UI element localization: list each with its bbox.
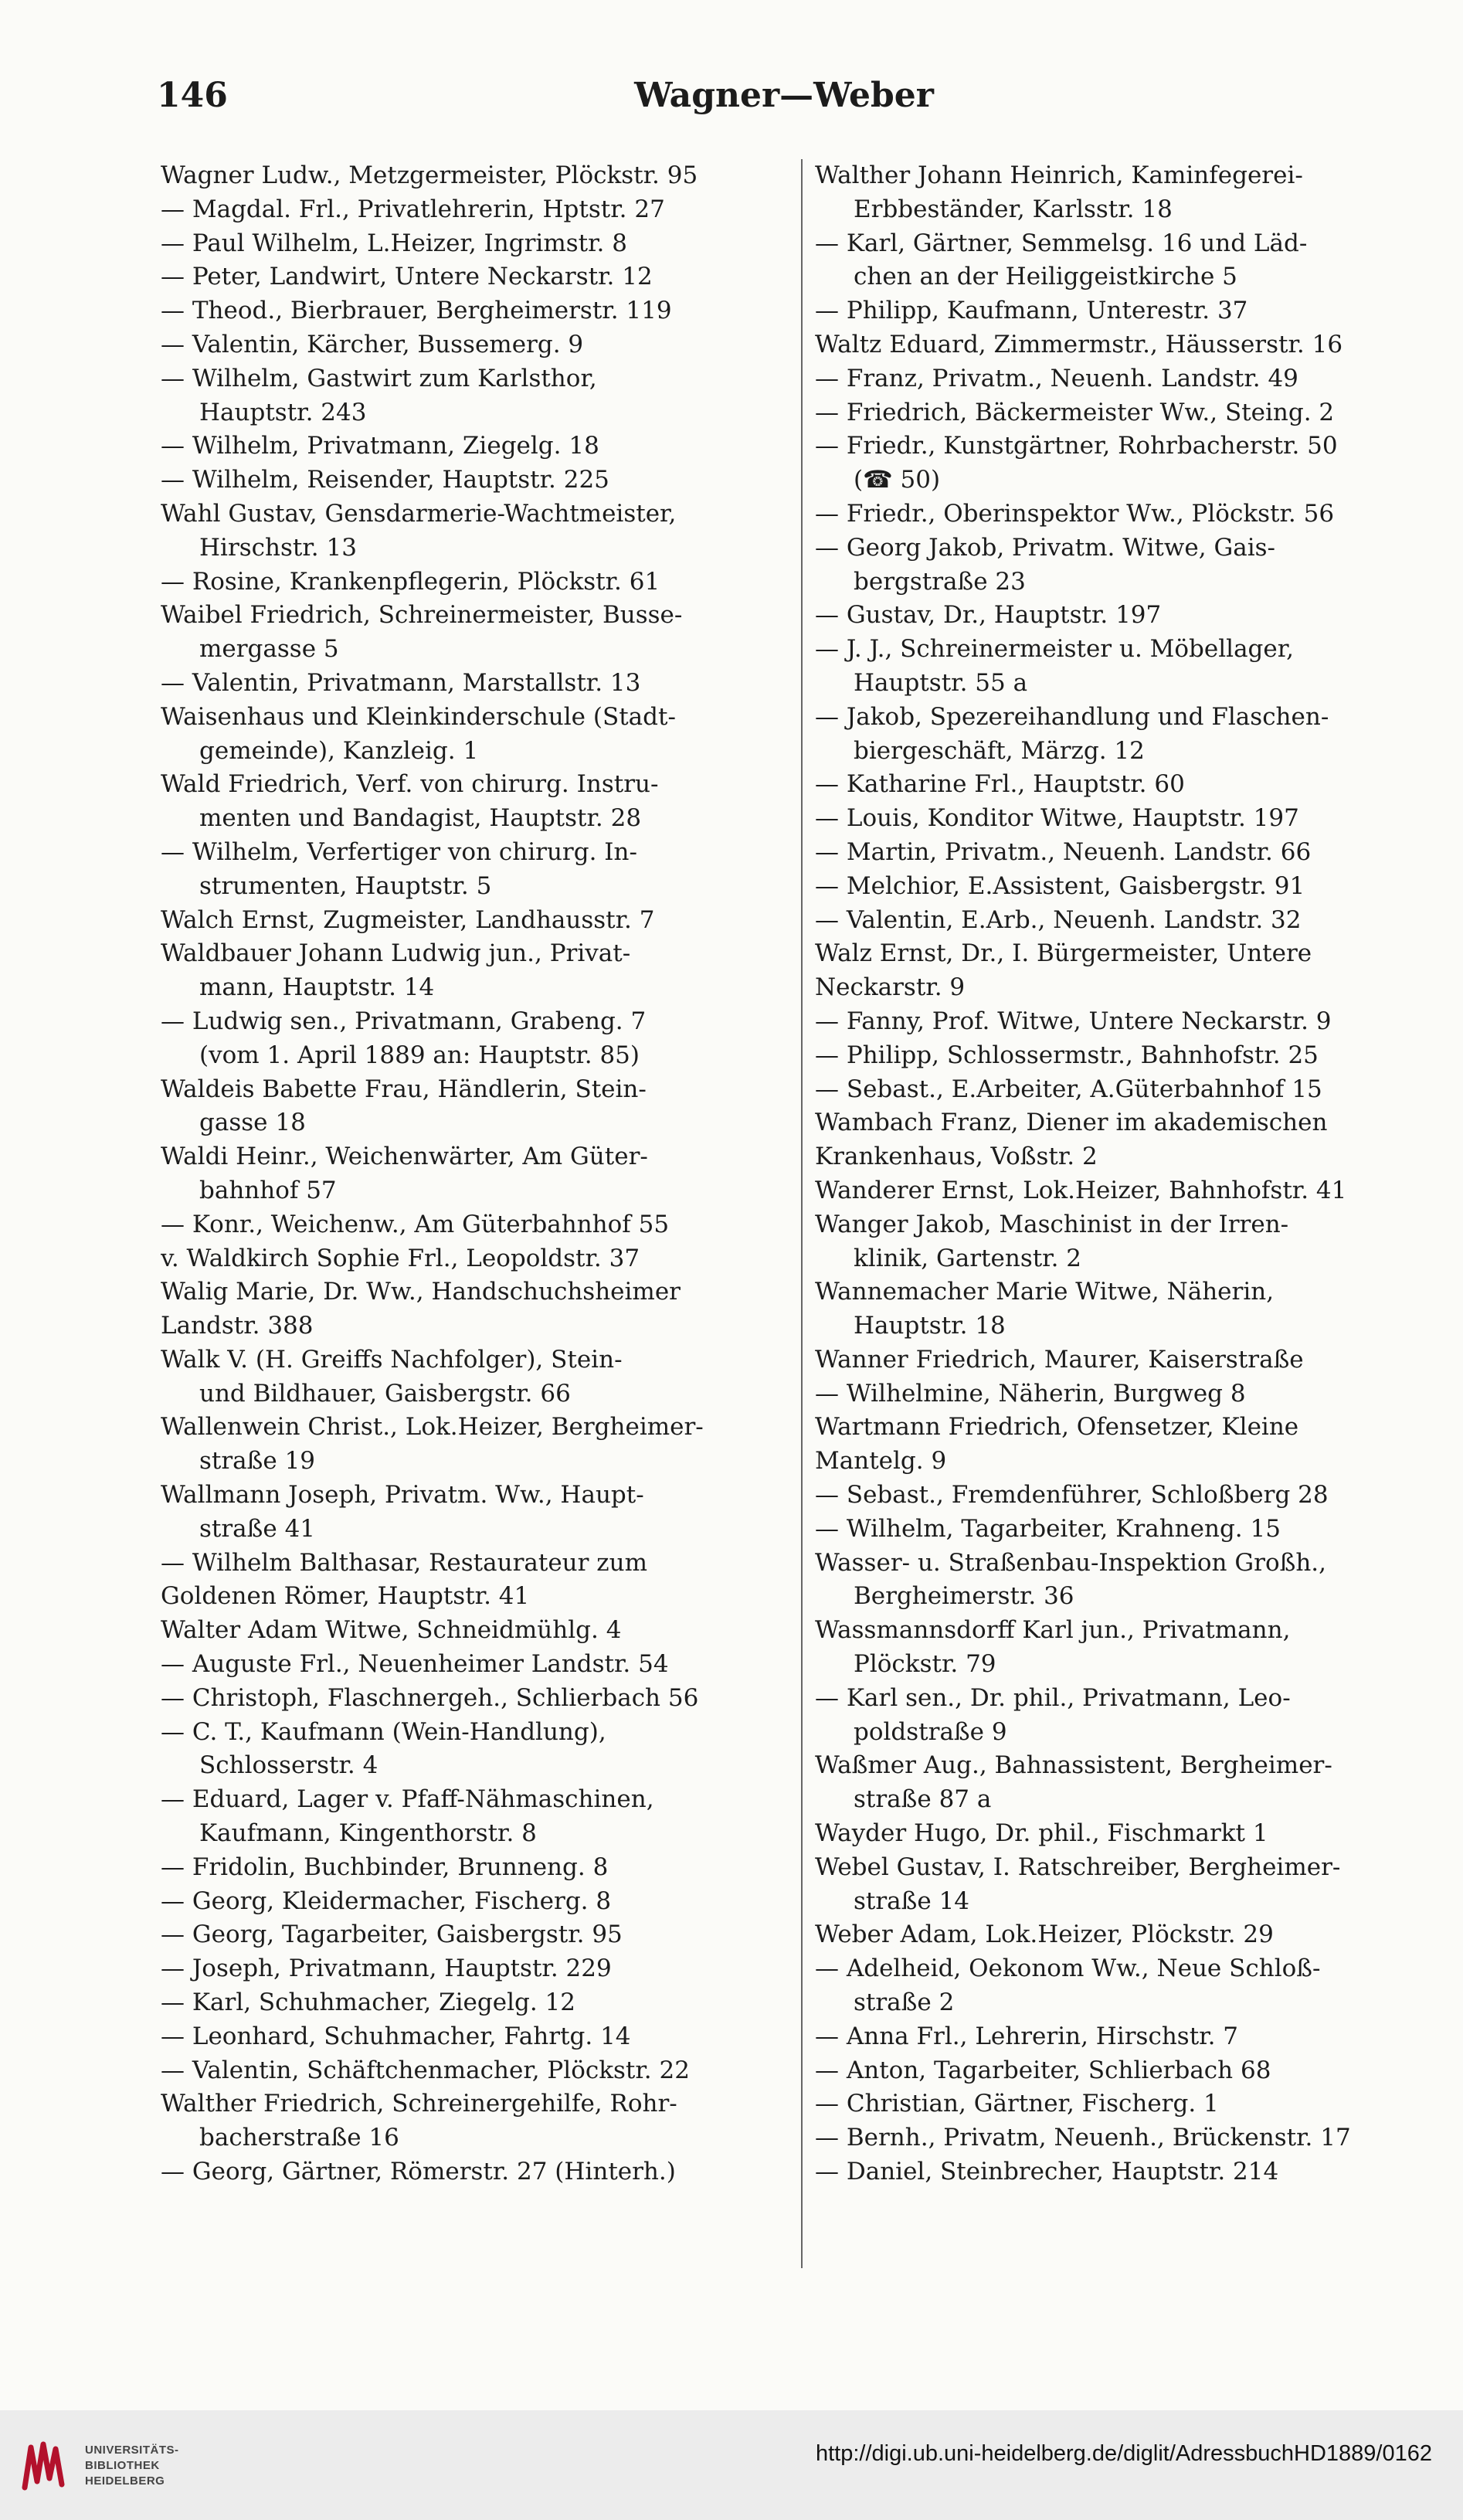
directory-entry-line: Hauptstr. 18 [854, 1312, 1006, 1340]
directory-entry-line: — Friedr., Oberinspektor Ww., Plöckstr. 56 [815, 499, 1335, 528]
directory-entry-line: Schlosserstr. 4 [199, 1751, 378, 1780]
directory-entry-line: — Anton, Tagarbeiter, Schlierbach 68 [815, 2056, 1271, 2084]
directory-entry-line: — Jakob, Spezereihandlung und Flaschen- [815, 702, 1329, 731]
directory-entry-line: Krankenhaus, Voßstr. 2 [815, 1143, 1098, 1171]
directory-entry-line: — Melchior, E.Assistent, Gaisbergstr. 91 [815, 871, 1305, 900]
directory-entry-line: — Fridolin, Buchbinder, Brunneng. 8 [161, 1853, 609, 1881]
column-divider [801, 159, 803, 2268]
left-column [161, 159, 788, 2189]
directory-entry-line: Wagner Ludw., Metzgermeister, Plöckstr. 95 [161, 161, 698, 189]
directory-entry-line: Mantelg. 9 [815, 1447, 947, 1476]
directory-entry-line: — Philipp, Kaufmann, Unterestr. 37 [815, 297, 1248, 325]
directory-entry-line: Hirschstr. 13 [199, 533, 357, 562]
logo-line: UNIVERSITÄTS- [85, 2444, 179, 2457]
directory-entry-line: menten und Bandagist, Hauptstr. 28 [199, 804, 642, 833]
directory-entry-line: Waldbauer Johann Ludwig jun., Privat- [161, 939, 631, 968]
directory-entry-line: — Georg, Tagarbeiter, Gaisbergstr. 95 [161, 1921, 623, 1949]
directory-entry-line: Bergheimerstr. 36 [854, 1582, 1074, 1611]
directory-entry-line: — Sebast., E.Arbeiter, A.Güterbahnhof 15 [815, 1075, 1322, 1103]
directory-entry-line: Walter Adam Witwe, Schneidmühlg. 4 [161, 1616, 622, 1645]
directory-entry-line: Walz Ernst, Dr., I. Bürgermeister, Untere [815, 939, 1312, 968]
directory-entry-line: Waldi Heinr., Weichenwärter, Am Güter- [161, 1143, 648, 1171]
directory-entry-line: — Katharine Frl., Hauptstr. 60 [815, 770, 1185, 799]
directory-entry-line: biergeschäft, Märzg. 12 [854, 736, 1145, 765]
directory-entry-line: — Sebast., Fremdenführer, Schloßberg 28 [815, 1481, 1329, 1510]
directory-entry-line: bacherstraße 16 [199, 2124, 399, 2152]
directory-entry-line: — Georg Jakob, Privatm. Witwe, Gais- [815, 533, 1276, 562]
directory-entry-line: klinik, Gartenstr. 2 [854, 1244, 1082, 1272]
directory-entry-line: Waibel Friedrich, Schreinermeister, Busse- [161, 601, 683, 630]
running-title: Wagner—Weber [634, 76, 934, 115]
directory-entry-line: — Bernh., Privatm, Neuenh., Brückenstr. 17 [815, 2124, 1351, 2152]
directory-entry-line: — Wilhelm, Privatmann, Ziegelg. 18 [161, 432, 599, 460]
directory-entry-line: Wanger Jakob, Maschinist in der Irren- [815, 1210, 1289, 1238]
directory-entry-line: Wassmannsdorff Karl jun., Privatmann, [815, 1616, 1291, 1645]
directory-entry-line: — Daniel, Steinbrecher, Hauptstr. 214 [815, 2158, 1279, 2186]
directory-entry-line: Erbbeständer, Karlsstr. 18 [854, 195, 1173, 223]
directory-entry-line: — Louis, Konditor Witwe, Hauptstr. 197 [815, 804, 1299, 833]
directory-entry-line: — Auguste Frl., Neuenheimer Landstr. 54 [161, 1650, 669, 1679]
directory-entry-line: — Valentin, Kärcher, Bussemerg. 9 [161, 330, 584, 358]
directory-entry-line: Waltz Eduard, Zimmermstr., Häusserstr. 16 [815, 330, 1343, 358]
directory-entry-line: und Bildhauer, Gaisbergstr. 66 [199, 1379, 571, 1408]
directory-entry-line: Wald Friedrich, Verf. von chirurg. Instru- [161, 770, 659, 799]
directory-entry-line: Wambach Franz, Diener im akademischen [815, 1109, 1328, 1137]
directory-entry-line: — Wilhelm Balthasar, Restaurateur zum [161, 1548, 648, 1577]
directory-entry-line: gasse 18 [199, 1109, 306, 1137]
directory-entry-line: v. Waldkirch Sophie Frl., Leopoldstr. 37 [161, 1244, 640, 1272]
directory-entry-line: straße 14 [854, 1887, 970, 1915]
library-logo-text [85, 2443, 179, 2489]
directory-entry-line: — Martin, Privatm., Neuenh. Landstr. 66 [815, 837, 1312, 866]
directory-entry-line: — Wilhelm, Gastwirt zum Karlsthor, [161, 364, 597, 392]
directory-entry-line: bahnhof 57 [199, 1176, 337, 1204]
directory-entry-line: Walig Marie, Dr. Ww., Handschuchsheimer [161, 1278, 681, 1306]
directory-entry-line: Wasser- u. Straßenbau-Inspektion Großh., [815, 1548, 1326, 1577]
directory-entry-line: — Anna Frl., Lehrerin, Hirschstr. 7 [815, 2022, 1238, 2050]
directory-entry-line: — Leonhard, Schuhmacher, Fahrtg. 14 [161, 2022, 631, 2050]
directory-entry-line: Weber Adam, Lok.Heizer, Plöckstr. 29 [815, 1921, 1274, 1949]
directory-entry-line: — Fanny, Prof. Witwe, Untere Neckarstr. 9 [815, 1007, 1332, 1035]
directory-entry-line: straße 19 [199, 1447, 316, 1476]
directory-entry-line: Walch Ernst, Zugmeister, Landhausstr. 7 [161, 905, 655, 934]
directory-entry-line: — Konr., Weichenw., Am Güterbahnhof 55 [161, 1210, 670, 1238]
directory-entry-line: Kaufmann, Kingenthorstr. 8 [199, 1819, 537, 1848]
library-logo-icon [17, 2433, 73, 2498]
directory-entry-line: Hauptstr. 55 a [854, 668, 1028, 697]
page-number: 146 [157, 76, 228, 115]
source-url-link[interactable]: http://digi.ub.uni-heidelberg.de/diglit/AdressbuchHD1889/0162 [815, 2441, 1432, 2466]
directory-entry-line: — Valentin, Schäftchenmacher, Plöckstr. 22 [161, 2056, 690, 2084]
directory-entry-line: — J. J., Schreinermeister u. Möbellager, [815, 635, 1295, 664]
viewer-footer [0, 2410, 1463, 2520]
directory-entry-line: mann, Hauptstr. 14 [199, 973, 435, 1002]
directory-entry-line: Webel Gustav, I. Ratschreiber, Bergheimer- [815, 1853, 1341, 1881]
directory-entry-line: Wanderer Ernst, Lok.Heizer, Bahnhofstr. 41 [815, 1176, 1347, 1204]
directory-entry-line: — Gustav, Dr., Hauptstr. 197 [815, 601, 1162, 630]
logo-line: BIBLIOTHEK [85, 2459, 160, 2472]
directory-entry-line: Waisenhaus und Kleinkinderschule (Stadt- [161, 702, 676, 731]
directory-entry-line: — Wilhelmine, Näherin, Burgweg 8 [815, 1379, 1246, 1408]
directory-entry-line: mergasse 5 [199, 635, 339, 664]
directory-entry-line: (vom 1. April 1889 an: Hauptstr. 85) [199, 1041, 640, 1069]
logo-line: HEIDELBERG [85, 2474, 165, 2488]
directory-entry-line: — Wilhelm, Reisender, Hauptstr. 225 [161, 466, 609, 494]
directory-entry-line: — Valentin, Privatmann, Marstallstr. 13 [161, 668, 641, 697]
directory-entry-line: — Magdal. Frl., Privatlehrerin, Hptstr. 27 [161, 195, 665, 223]
directory-entry-line: — Joseph, Privatmann, Hauptstr. 229 [161, 1955, 612, 1983]
directory-entry-line: Wallenwein Christ., Lok.Heizer, Bergheimer- [161, 1413, 704, 1442]
right-column [815, 159, 1442, 2189]
directory-entry-line: — Karl, Gärtner, Semmelsg. 16 und Läd- [815, 229, 1308, 257]
directory-entry-line: Walk V. (H. Greiffs Nachfolger), Stein- [161, 1345, 623, 1374]
directory-entry-line: gemeinde), Kanzleig. 1 [199, 736, 479, 765]
directory-entry-line: Wayder Hugo, Dr. phil., Fischmarkt 1 [815, 1819, 1268, 1848]
directory-entry-line: straße 41 [199, 1514, 316, 1543]
directory-entry-line: bergstraße 23 [854, 567, 1026, 596]
directory-entry-line: — Friedr., Kunstgärtner, Rohrbacherstr. 50 [815, 432, 1338, 460]
directory-entry-line: — Georg, Kleidermacher, Fischerg. 8 [161, 1887, 612, 1915]
directory-entry-line: — Christian, Gärtner, Fischerg. 1 [815, 2090, 1219, 2118]
directory-entry-line: Wallmann Joseph, Privatm. Ww., Haupt- [161, 1481, 644, 1510]
directory-entry-line: — Georg, Gärtner, Römerstr. 27 (Hinterh.) [161, 2158, 676, 2186]
directory-entry-line: Wartmann Friedrich, Ofensetzer, Kleine [815, 1413, 1299, 1442]
directory-entry-line: — Wilhelm, Verfertiger von chirurg. In- [161, 837, 637, 866]
directory-entry-line: strumenten, Hauptstr. 5 [199, 871, 492, 900]
directory-entry-line: — Christoph, Flaschnergeh., Schlierbach 56 [161, 1683, 699, 1712]
directory-entry-line: — Philipp, Schlossermstr., Bahnhofstr. 25 [815, 1041, 1319, 1069]
directory-entry-line: — C. T., Kaufmann (Wein-Handlung), [161, 1717, 606, 1746]
directory-entry-line: poldstraße 9 [854, 1717, 1007, 1746]
directory-entry-line: Waßmer Aug., Bahnassistent, Bergheimer- [815, 1751, 1332, 1780]
directory-entry-line: chen an der Heiliggeistkirche 5 [854, 263, 1237, 291]
directory-entry-line: — Karl, Schuhmacher, Ziegelg. 12 [161, 1988, 576, 2017]
directory-entry-line: straße 87 a [854, 1785, 992, 1814]
directory-entry-line: — Friedrich, Bäckermeister Ww., Steing. 2 [815, 398, 1335, 426]
directory-entry-line: (☎ 50) [854, 466, 941, 494]
directory-entry-line: Wahl Gustav, Gensdarmerie-Wachtmeister, [161, 499, 677, 528]
directory-entry-line: Goldenen Römer, Hauptstr. 41 [161, 1582, 530, 1611]
directory-entry-line: — Karl sen., Dr. phil., Privatmann, Leo- [815, 1683, 1291, 1712]
directory-entry-line: Plöckstr. 79 [854, 1650, 996, 1679]
directory-entry-line: — Wilhelm, Tagarbeiter, Krahneng. 15 [815, 1514, 1281, 1543]
directory-entry-line: — Valentin, E.Arb., Neuenh. Landstr. 32 [815, 905, 1302, 934]
directory-entry-line: Waldeis Babette Frau, Händlerin, Stein- [161, 1075, 647, 1103]
directory-entry-line: — Paul Wilhelm, L.Heizer, Ingrimstr. 8 [161, 229, 627, 257]
directory-entry-line: — Peter, Landwirt, Untere Neckarstr. 12 [161, 263, 653, 291]
directory-entry-line: Landstr. 388 [161, 1312, 314, 1340]
directory-entry-line: Walther Friedrich, Schreinergehilfe, Rohr- [161, 2090, 677, 2118]
directory-entry-line: — Eduard, Lager v. Pfaff-Nähmaschinen, [161, 1785, 654, 1814]
directory-entry-line: — Ludwig sen., Privatmann, Grabeng. 7 [161, 1007, 647, 1035]
directory-entry-line: — Franz, Privatm., Neuenh. Landstr. 49 [815, 364, 1298, 392]
directory-entry-line: Wanner Friedrich, Maurer, Kaiserstraße [815, 1345, 1304, 1374]
directory-entry-line: straße 2 [854, 1988, 955, 2017]
directory-entry-line: Wannemacher Marie Witwe, Näherin, [815, 1278, 1275, 1306]
directory-entry-line: Hauptstr. 243 [199, 398, 367, 426]
directory-entry-line: Walther Johann Heinrich, Kaminfegerei- [815, 161, 1303, 189]
library-logo[interactable] [17, 2433, 179, 2498]
directory-entry-line: — Adelheid, Oekonom Ww., Neue Schloß- [815, 1955, 1321, 1983]
directory-entry-line: Neckarstr. 9 [815, 973, 966, 1002]
directory-entry-line: — Rosine, Krankenpflegerin, Plöckstr. 61 [161, 567, 660, 596]
directory-entry-line: — Theod., Bierbrauer, Bergheimerstr. 119 [161, 297, 672, 325]
page-header [151, 76, 1417, 122]
